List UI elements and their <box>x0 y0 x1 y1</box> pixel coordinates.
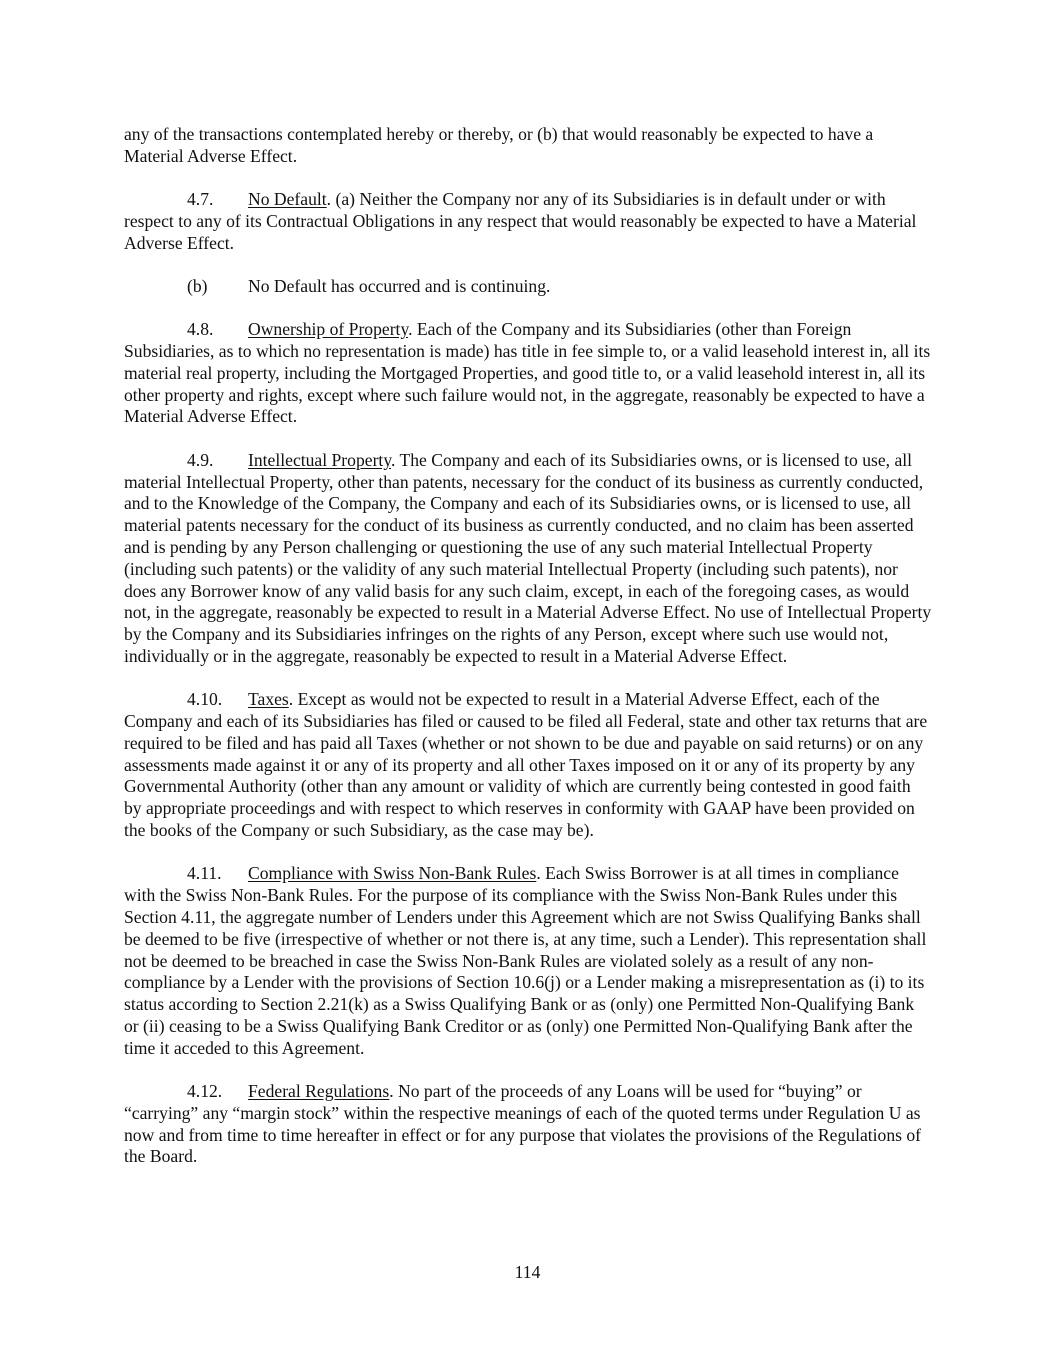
section-text: . The Company and each of its Subsidiaries owns, or is licensed to use, all material Intellectual Property, other than patents, necessary for the conduct of its business as currently conducted, and to the Knowledge of the Company, the Company and each of its Subsidiaries owns, or is licensed to use, all material patents necessary for the conduct of its business as currently conducted, and no claim has been asserted and is pending by any Person challenging or questioning the use of any such material Intellectual Property (including such patents) or the validity of any such material Intellectual Property (including such patents), nor does any Borrower know of any valid basis for any such claim, except, in each of the foregoing cases, as would not, in the aggregate, reasonably be expected to result in a Material Adverse Effect. No use of Intellectual Property by the Company and its Subsidiaries infringes on the rights of any Person, except where such use would not, individually or in the aggregate, reasonably be expected to result in a Material Adverse Effect. <box>124 449 932 666</box>
section-heading: Federal Regulations <box>248 1080 390 1101</box>
section-4-8 <box>124 319 932 428</box>
subsection-text: No Default has occurred and is continuing. <box>248 275 551 296</box>
section-4-7-b <box>124 276 932 298</box>
section-number: 4.7. <box>187 189 214 210</box>
section-number: 4.11. <box>187 863 222 884</box>
section-4-11 <box>124 863 932 1059</box>
section-text: . Each Swiss Borrower is at all times in compliance with the Swiss Non-Bank Rules. For the purpose of its compliance with the Swiss Non-Bank Rules under this Section 4.11, the aggregate number of Lenders under this Agreement which are not Swiss Qualifying Banks shall be deemed to be five (irrespective of whether or not there is, at any time, such a Lender). This representation shall not be deemed to be breached in case the Swiss Non-Bank Rules are violated solely as a result of any non-compliance by a Lender with the provisions of Section 10.6(j) or a Lender making a misrepresentation as (i) to its status according to Section 2.21(k) as a Swiss Qualifying Bank or as (only) one Permitted Non-Qualifying Bank or (ii) ceasing to be a Swiss Qualifying Bank Creditor or as (only) one Permitted Non-Qualifying Bank after the time it acceded to this Agreement. <box>124 863 927 1058</box>
section-heading: Ownership of Property <box>248 319 409 340</box>
section-number: 4.9. <box>187 449 214 470</box>
section-4-12 <box>124 1081 932 1168</box>
section-4-7 <box>124 189 932 254</box>
intro-paragraph: any of the transactions contemplated hereby or thereby, or (b) that would reasonably be expected to have a Material Adverse Effect. <box>124 124 874 166</box>
section-heading: No Default <box>248 189 327 210</box>
section-4-9 <box>124 450 932 668</box>
document-body <box>124 124 932 1190</box>
subsection-label: (b) <box>187 275 208 296</box>
section-number: 4.8. <box>187 319 214 340</box>
section-text: . Except as would not be expected to result in a Material Adverse Effect, each of the Company and each of its Subsidiaries has filed or caused to be filed all Federal, state and other tax returns that are required to be filed and has paid all Taxes (whether or not shown to be due and payable on said returns) or on any assessments made against it or any of its property and all other Taxes imposed on it or any of its property by any Governmental Authority (other than any amount or validity of which are currently being contested in good faith by appropriate proceedings and with respect to which reserves in conformity with GAAP have been provided on the books of the Company or such Subsidiary, as the case may be). <box>124 689 928 841</box>
section-heading: Compliance with Swiss Non-Bank Rules <box>248 863 537 884</box>
section-heading: Taxes <box>248 689 289 710</box>
section-heading: Intellectual Property <box>248 449 391 470</box>
section-text: . (a) Neither the Company nor any of its Subsidiaries is in default under or with respect to any of its Contractual Obligations in any respect that would reasonably be expected to have a Material Adverse Effect. <box>124 189 917 253</box>
section-text: . No part of the proceeds of any Loans will be used for “buying” or “carrying” any “margin stock” within the respective meanings of each of the quoted terms under Regulation U as now and from time to time hereafter in effect or for any purpose that violates the provisions of the Regulations of the Board. <box>124 1080 922 1167</box>
section-number: 4.10. <box>187 689 223 710</box>
section-4-10 <box>124 689 932 842</box>
section-text: . Each of the Company and its Subsidiaries (other than Foreign Subsidiaries, as to which no representation is made) has title in fee simple to, or a valid leasehold interest in, all its material real property, including the Mortgaged Properties, and good title to, or a valid leasehold interest in, all its other property and rights, except where such failure would not, in the aggregate, reasonably be expected to have a Material Adverse Effect. <box>124 319 931 427</box>
section-number: 4.12. <box>187 1080 223 1101</box>
page-number: 114 <box>514 1262 541 1282</box>
